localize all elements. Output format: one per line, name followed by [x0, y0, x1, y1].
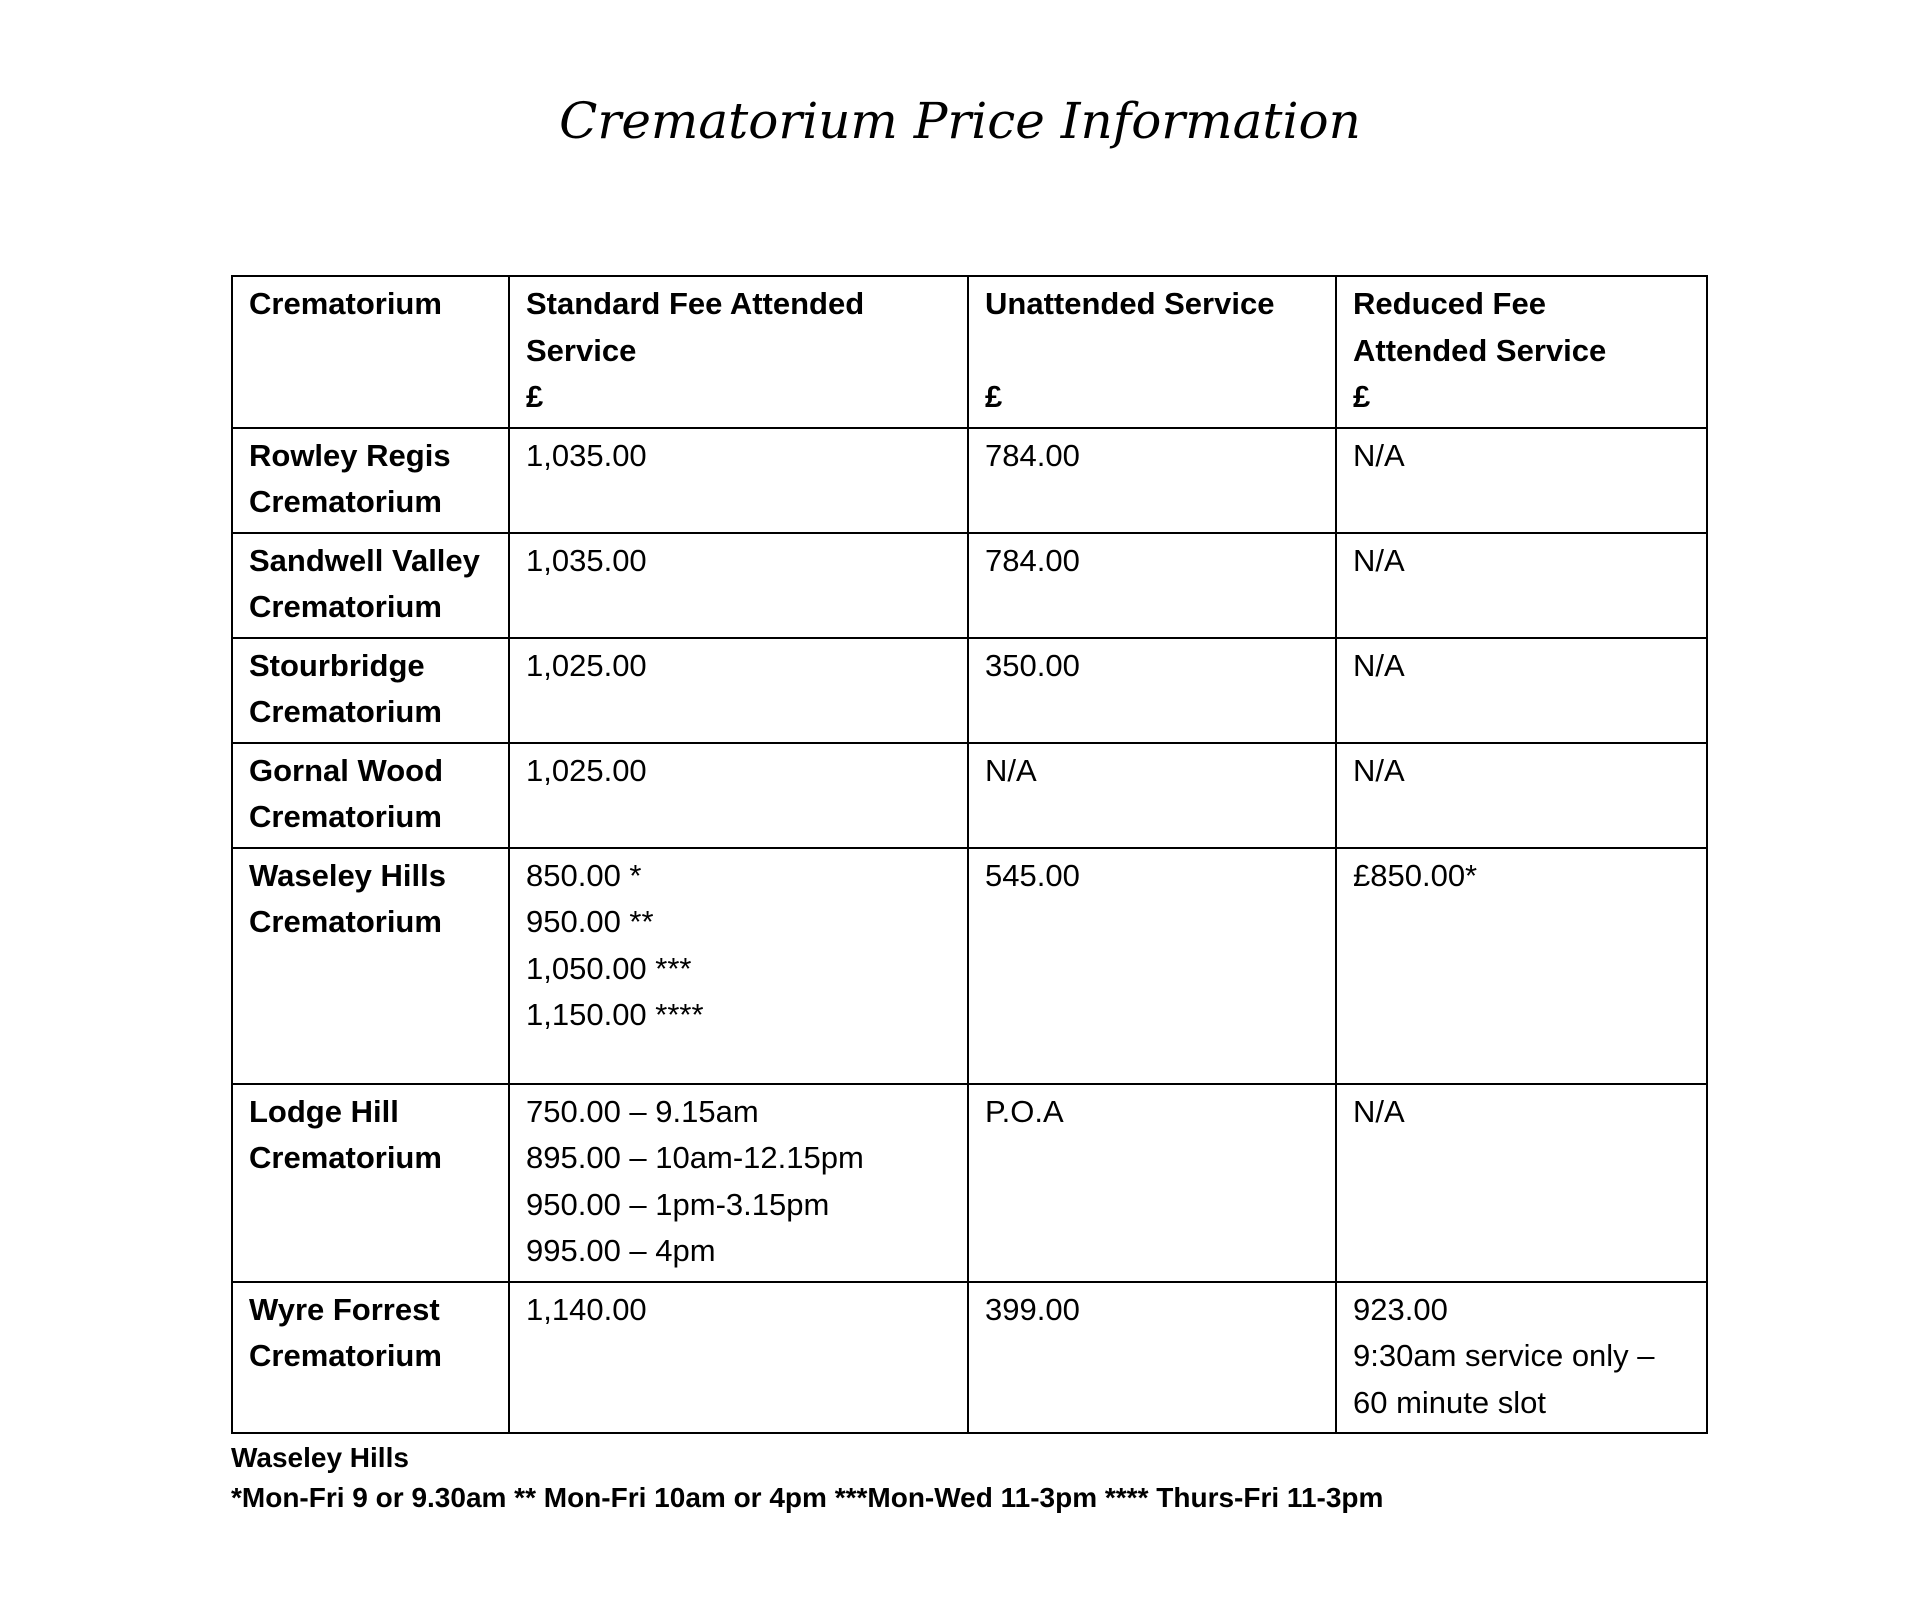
fee-line: 995.00 – 4pm: [526, 1233, 716, 1268]
header-crematorium: [232, 276, 509, 428]
standard-fee-cell: [509, 1084, 968, 1282]
header-line: Attended Service: [1353, 332, 1607, 368]
header-currency: £: [985, 379, 1003, 414]
fee-line: 1,025.00: [526, 647, 647, 683]
fee-line: N/A: [1353, 752, 1405, 788]
unattended-fee-cell: [968, 743, 1336, 848]
standard-fee-cell: [509, 638, 968, 743]
table-header-row: [232, 276, 1707, 428]
reduced-fee-cell: [1336, 428, 1707, 533]
fee-line: £850.00*: [1353, 857, 1478, 893]
standard-fee-cell: [509, 848, 968, 1084]
footnotes: [231, 1438, 1383, 1518]
fee-line: N/A: [1353, 1093, 1405, 1129]
name-line: Crematorium: [249, 1338, 442, 1373]
fee-note-line: 60 minute slot: [1353, 1384, 1546, 1420]
fee-line: 850.00 *: [526, 857, 642, 893]
crematorium-name: [232, 848, 509, 1084]
table-row: [232, 533, 1707, 638]
unattended-fee-cell: [968, 1084, 1336, 1282]
name-line: Wyre Forrest: [249, 1291, 440, 1327]
fee-line: 750.00 – 9.15am: [526, 1093, 759, 1129]
footnote-text: *Mon-Fri 9 or 9.30am ** Mon-Fri 10am or 4pm ***Mon-Wed 11-3pm **** Thurs-Fri 11-3pm: [231, 1482, 1384, 1513]
name-line: Lodge Hill: [249, 1093, 399, 1129]
header-line: Unattended Service: [985, 286, 1275, 321]
fee-line: P.O.A: [985, 1093, 1064, 1129]
table-row: [232, 638, 1707, 743]
name-line: Stourbridge: [249, 647, 425, 683]
reduced-fee-cell: [1336, 638, 1707, 743]
fee-line: 950.00 – 1pm-3.15pm: [526, 1186, 830, 1222]
fee-line: 1,035.00: [526, 437, 647, 473]
fee-line: 545.00: [985, 857, 1080, 893]
fee-line: N/A: [985, 752, 1037, 788]
standard-fee-cell: [509, 743, 968, 848]
name-line: Sandwell Valley: [249, 542, 480, 578]
fee-line: 784.00: [985, 437, 1080, 473]
fee-line: 1,025.00: [526, 752, 647, 788]
reduced-fee-cell: [1336, 1084, 1707, 1282]
table-row: [232, 743, 1707, 848]
name-line: Crematorium: [249, 1140, 442, 1175]
name-line: Crematorium: [249, 484, 442, 519]
name-line: Waseley Hills: [249, 857, 447, 893]
standard-fee-cell: [509, 1282, 968, 1434]
crematorium-name: [232, 743, 509, 848]
header-reduced-fee: [1336, 276, 1707, 428]
table-row: [232, 428, 1707, 533]
fee-line: 1,150.00 ****: [526, 997, 704, 1032]
reduced-fee-cell: [1336, 848, 1707, 1084]
crematorium-name: [232, 1084, 509, 1282]
unattended-fee-cell: [968, 848, 1336, 1084]
fee-line: 950.00 **: [526, 904, 654, 939]
header-unattended: [968, 276, 1336, 428]
header-line: Service: [526, 332, 637, 368]
price-table: [231, 275, 1708, 1434]
header-currency: £: [1353, 379, 1371, 414]
fee-line: N/A: [1353, 647, 1405, 683]
fee-line: 1,140.00: [526, 1291, 647, 1327]
unattended-fee-cell: [968, 1282, 1336, 1434]
table-row: [232, 1282, 1707, 1434]
header-line: Reduced Fee: [1353, 286, 1546, 321]
reduced-fee-cell: [1336, 743, 1707, 848]
header-line: Standard Fee Attended: [526, 286, 865, 321]
price-table-body: [232, 276, 1707, 1433]
unattended-fee-cell: [968, 638, 1336, 743]
name-line: Crematorium: [249, 694, 442, 729]
fee-line: N/A: [1353, 542, 1405, 578]
name-line: Crematorium: [249, 589, 442, 624]
reduced-fee-cell: [1336, 533, 1707, 638]
table-row: [232, 1084, 1707, 1282]
name-line: Crematorium: [249, 904, 442, 939]
fee-note-line: 9:30am service only –: [1353, 1338, 1655, 1373]
standard-fee-cell: [509, 533, 968, 638]
crematorium-name: [232, 638, 509, 743]
header-standard-fee: [509, 276, 968, 428]
footnote-heading: Waseley Hills: [231, 1442, 409, 1473]
header-line: Crematorium: [249, 286, 442, 321]
fee-line: 895.00 – 10am-12.15pm: [526, 1140, 864, 1175]
crematorium-name: [232, 428, 509, 533]
crematorium-name: [232, 533, 509, 638]
unattended-fee-cell: [968, 533, 1336, 638]
fee-line: 350.00: [985, 647, 1080, 683]
fee-line: 1,050.00 ***: [526, 950, 692, 986]
header-line: [985, 328, 1319, 375]
fee-line: N/A: [1353, 437, 1405, 473]
standard-fee-cell: [509, 428, 968, 533]
reduced-fee-cell: [1336, 1282, 1707, 1434]
name-line: Gornal Wood: [249, 752, 444, 788]
fee-line: 399.00: [985, 1291, 1080, 1327]
fee-line: 1,035.00: [526, 542, 647, 578]
fee-line: 923.00: [1353, 1291, 1448, 1327]
table-row: [232, 848, 1707, 1084]
unattended-fee-cell: [968, 428, 1336, 533]
fee-line: 784.00: [985, 542, 1080, 578]
page-title: Crematorium Price Information: [559, 92, 1361, 150]
name-line: Crematorium: [249, 799, 442, 834]
header-currency: £: [526, 379, 544, 414]
crematorium-name: [232, 1282, 509, 1434]
name-line: Rowley Regis: [249, 437, 451, 473]
